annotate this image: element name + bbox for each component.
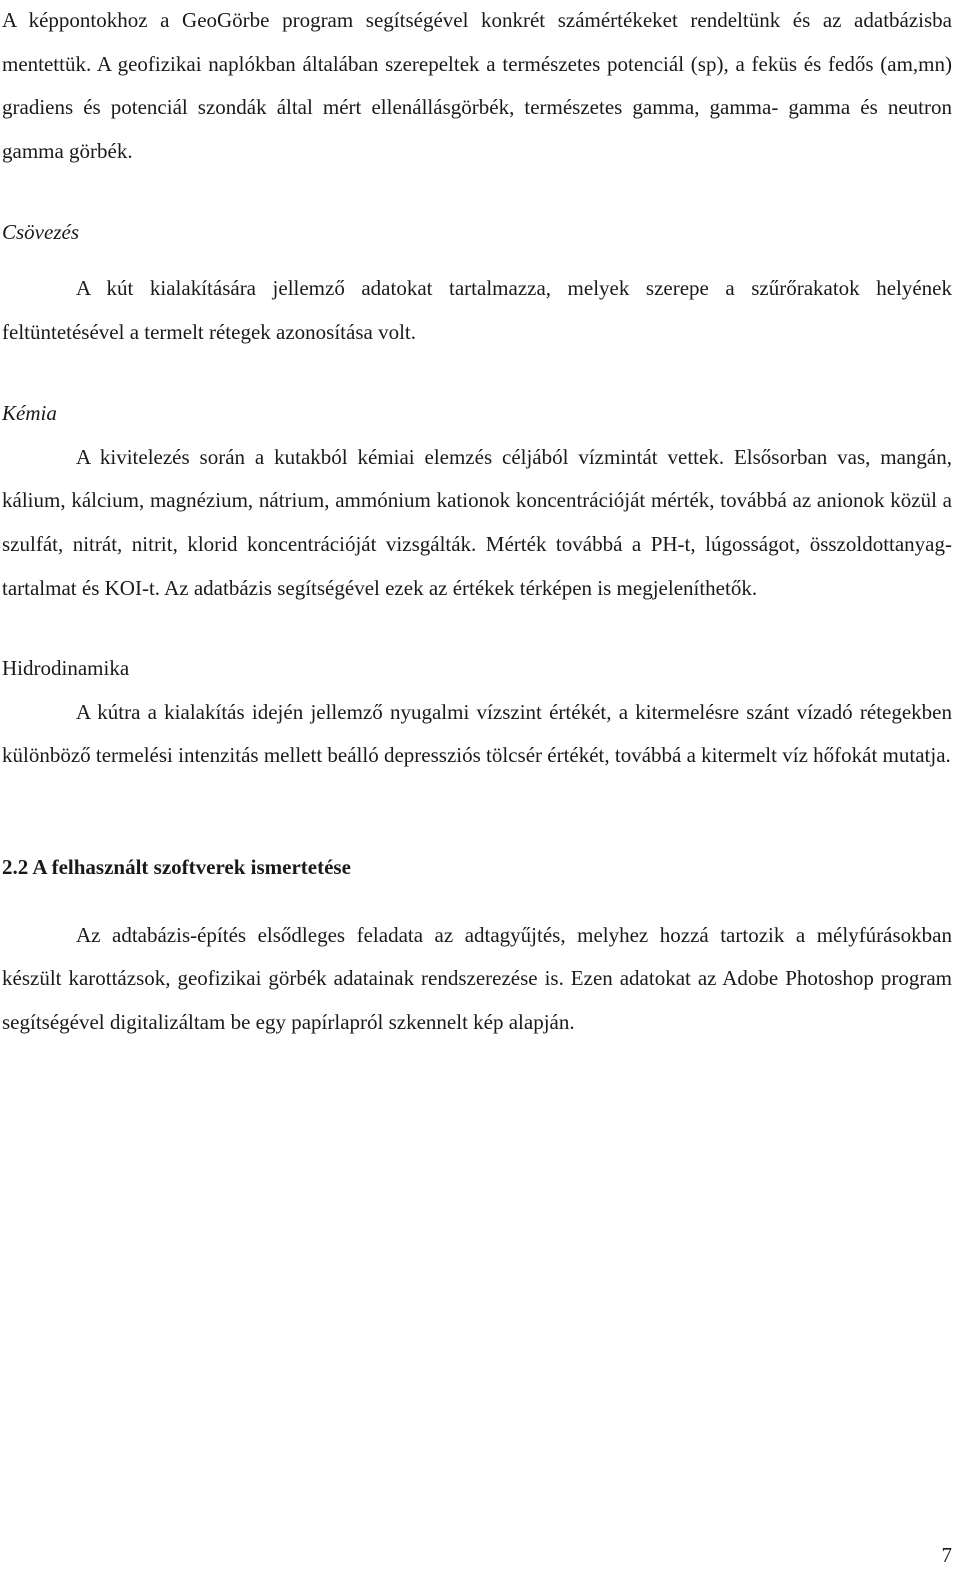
spacer [2, 255, 952, 267]
heading-kemia: Kémia [2, 401, 57, 426]
paragraph-kemia: A kivitelezés során a kutakból kémiai elemzés céljából vízmintát vettek. Elsősorban vas, mangán, kálium, kálcium, magnézium, nátrium, ammónium kationok koncentrációját mérték, továbbá az anionok közül a szulfát, nitrát, nitrit, klorid koncentrációját vizsgálták. Mérték továbbá a PH-t, lúgosságot, összoldottanyag- tartalmat és KOI-t. Az adatbázis segítségével ezek az értékek térképen is megjeleníthetők. [2, 444, 952, 600]
spacer [2, 610, 952, 647]
heading-csovezes: Csövezés [2, 220, 79, 245]
spacer [2, 354, 952, 392]
paragraph-software: Az adtabázis-építés elsődleges feladata az adtagyűjtés, melyhez hozzá tartozik a mélyfúrásokban készült karottázsok, geofizikai görbék adatainak rendszerezése is. Ezen adatokat az Adobe Photoshop program segítségével digitalizáltam be egy papírlapról szkennelt kép alapján. [2, 922, 952, 1034]
spacer [2, 173, 952, 211]
section-title: 2.2 A felhasznált szoftverek ismertetése [2, 854, 351, 879]
heading-hidrodinamika: Hidrodinamika [2, 656, 130, 681]
spacer [2, 778, 952, 846]
paragraph-intro: A képpontokhoz a GeoGörbe program segítségével konkrét számértékeket rendeltünk és az adatbázisba mentettük. A geofizikai naplókban általában szerepeltek a természetes potenciál (sp), a feküs és fedős (am,mn) gradiens és potenciál szondák által mért ellenállásgörbék, természetes gamma, gamma- gamma és neutron gamma görbék. [2, 8, 952, 163]
paragraph-csovezes: A kút kialakítására jellemző adatokat tartalmazza, melyek szerepe a szűrőrakatok helyének feltüntetésével a termelt rétegek azonosítása volt. [2, 275, 952, 344]
spacer [2, 890, 952, 914]
page-content [2, 0, 952, 1044]
page-number: 7 [941, 1543, 952, 1567]
paragraph-hidrodinamika: A kútra a kialakítás idején jellemző nyugalmi vízszint értékét, a kitermelésre szánt vízadó rétegekben különböző termelési intenzitás mellett beálló depressziós tölcsér értékét, továbbá a kitermelt víz hőfokát mutatja. [2, 699, 952, 768]
